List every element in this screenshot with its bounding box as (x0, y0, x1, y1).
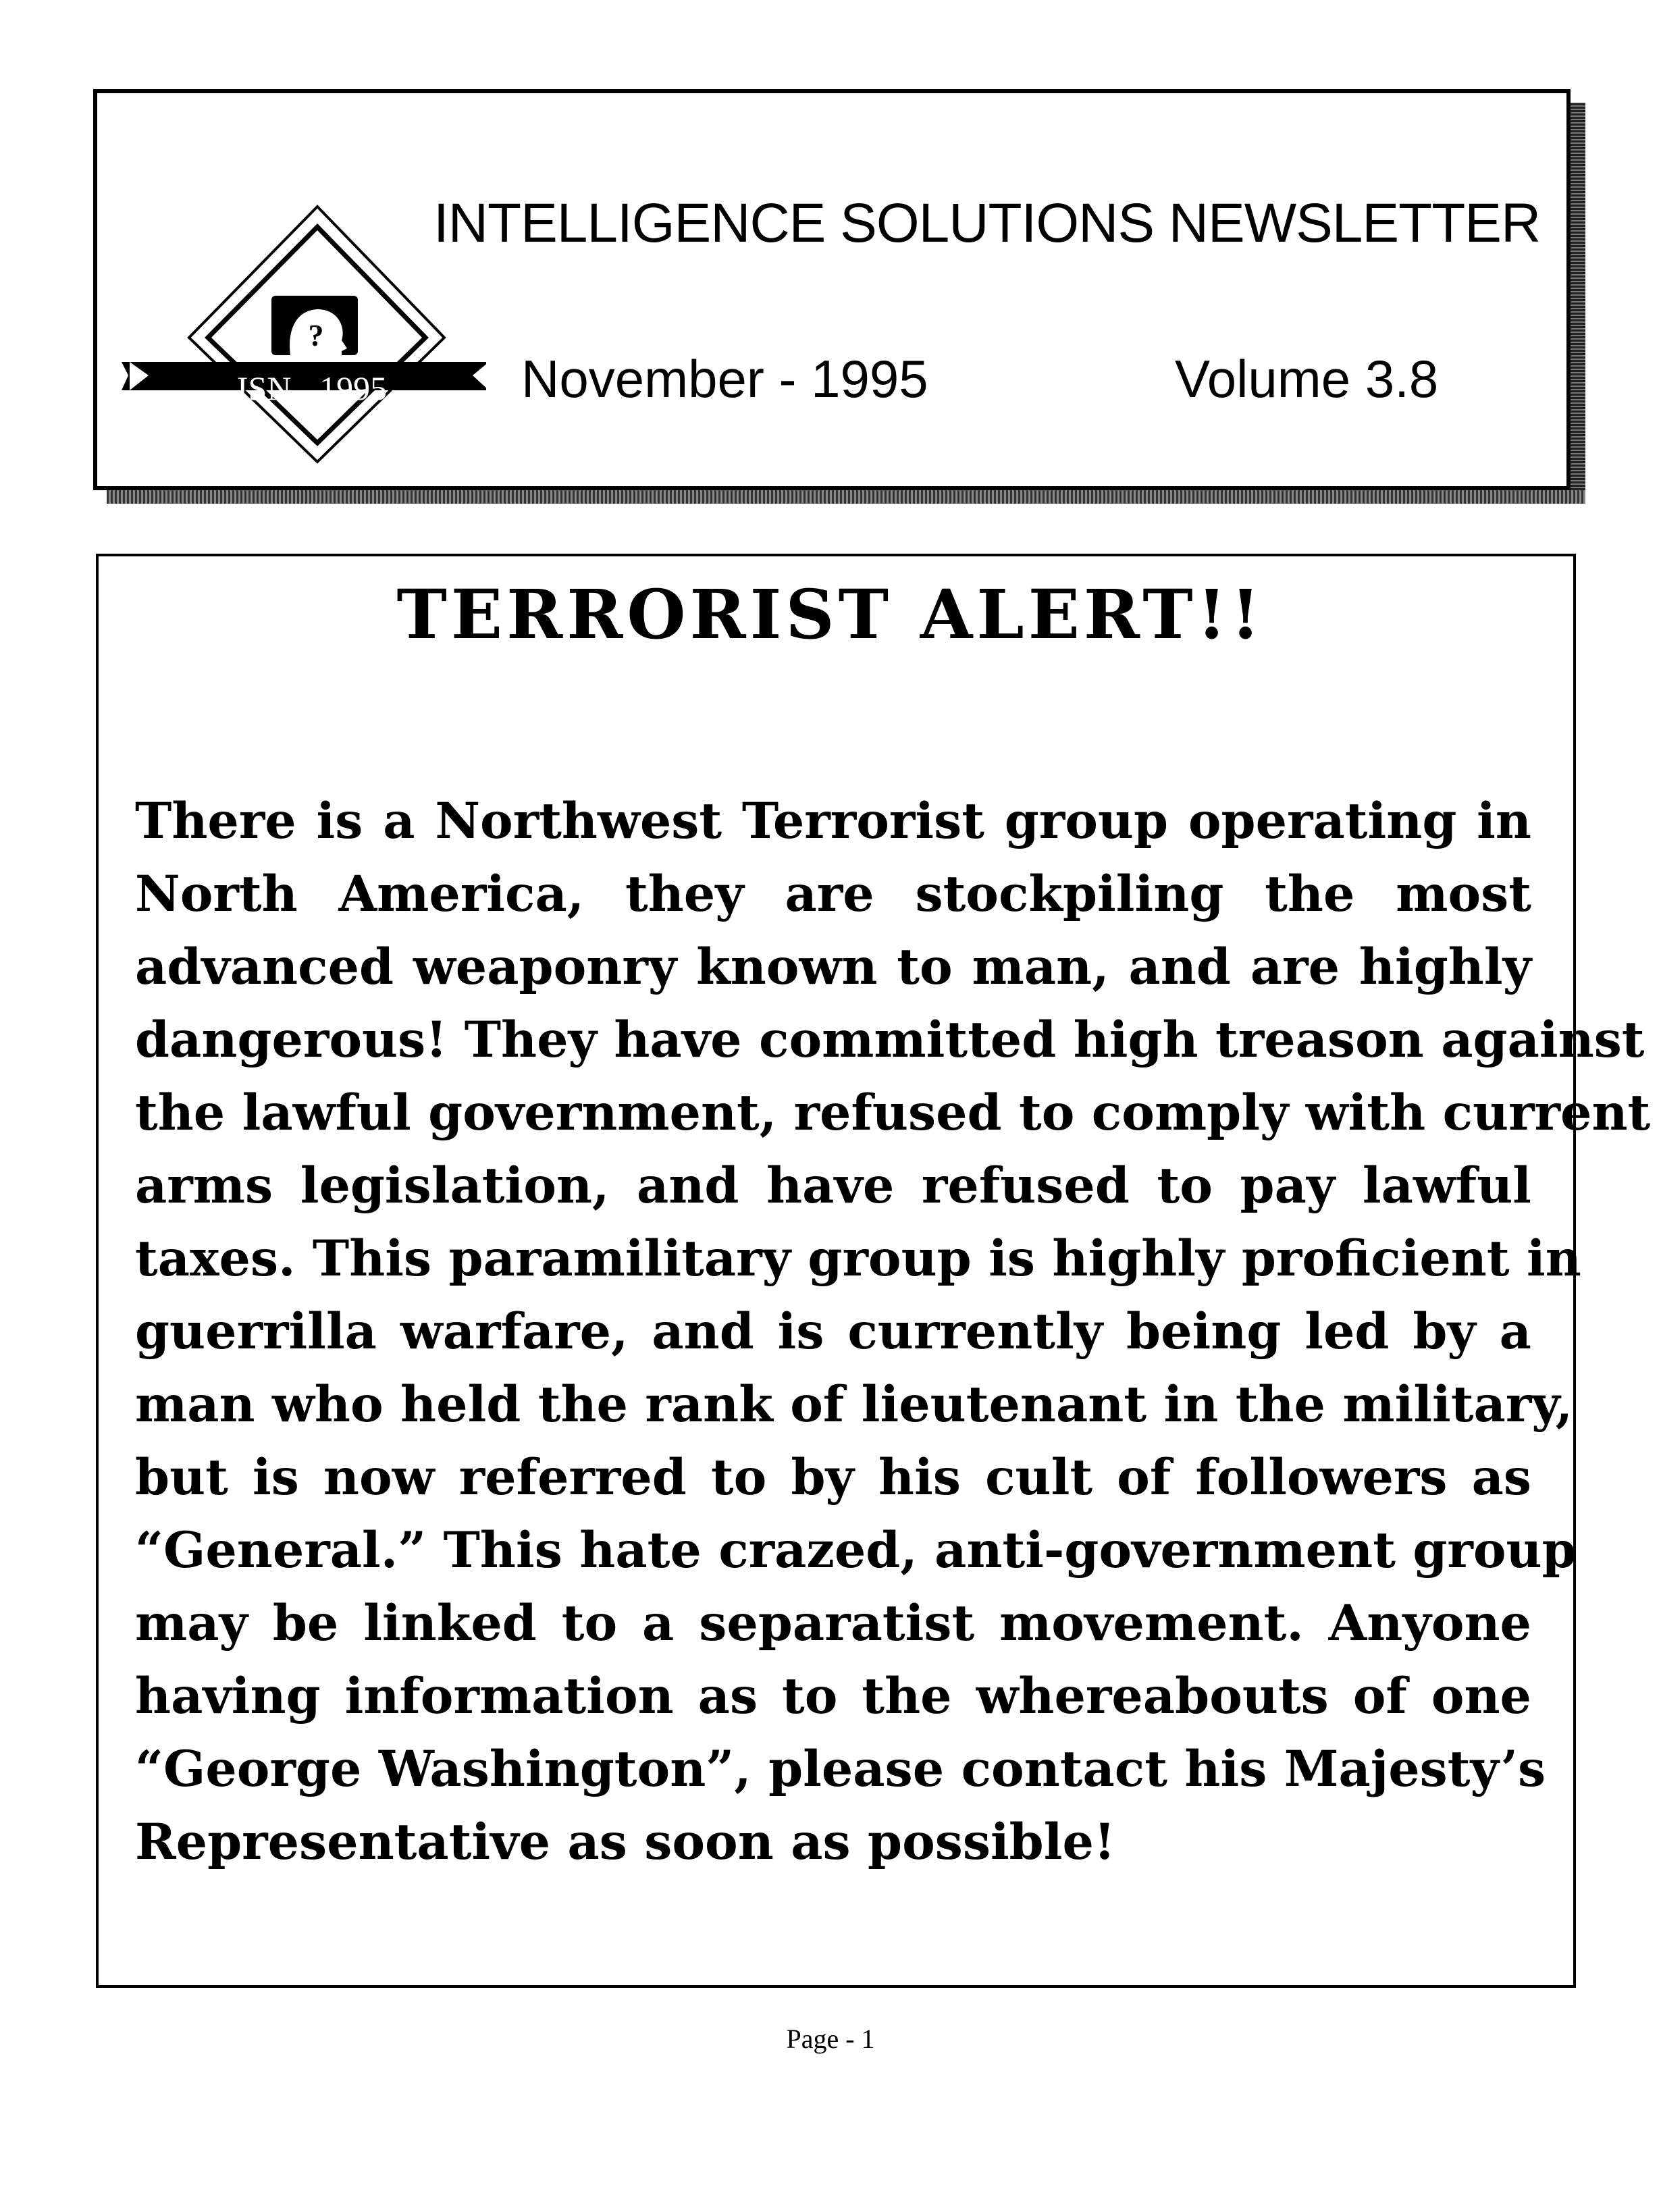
alert-title: TERRORIST ALERT!! (396, 575, 1265, 654)
body-line: advanced weaponry known to man, and are highly (135, 938, 1531, 996)
issue-volume: Volume 3.8 (1175, 349, 1439, 409)
isn-logo (122, 203, 486, 466)
issue-date: November - 1995 (521, 349, 928, 409)
header-shadow (107, 490, 1585, 504)
body-line: may be linked to a separatist movement. Anyone (135, 1594, 1531, 1652)
body-line: guerrilla warfare, and is currently being led by a (135, 1302, 1531, 1361)
body-line: “George Washington”, please contact his Majesty’s (135, 1740, 1546, 1798)
body-line: taxes. This paramilitary group is highly proficient in (135, 1230, 1581, 1288)
body-line: having information as to the whereabouts of one (135, 1667, 1531, 1725)
body-line: There is a Northwest Terrorist group operating in (135, 792, 1531, 850)
body-line: arms legislation, and have refused to pay lawful (135, 1157, 1531, 1215)
body-line: “General.” This hate crazed, anti-government group (135, 1521, 1577, 1579)
svg-text:?: ? (308, 318, 324, 352)
header-shadow (1571, 103, 1585, 504)
body-line: Representative as soon as possible! (135, 1813, 1115, 1871)
logo-banner-text: ISN - 1995 (236, 369, 388, 407)
body-line: the lawful government, refused to comply with current (135, 1084, 1651, 1142)
body-line: but is now referred to by his cult of followers as (135, 1448, 1531, 1506)
body-line: man who held the rank of lieutenant in the military, (135, 1375, 1573, 1433)
body-line: dangerous! They have committed high treason against (135, 1011, 1645, 1069)
page-number: Page - 1 (786, 2024, 875, 2054)
diamond-logo-icon (122, 203, 486, 466)
body-line: North America, they are stockpiling the most (135, 865, 1531, 923)
newsletter-title: INTELLIGENCE SOLUTIONS NEWSLETTER (433, 192, 1541, 254)
alert-body (135, 785, 1651, 1878)
